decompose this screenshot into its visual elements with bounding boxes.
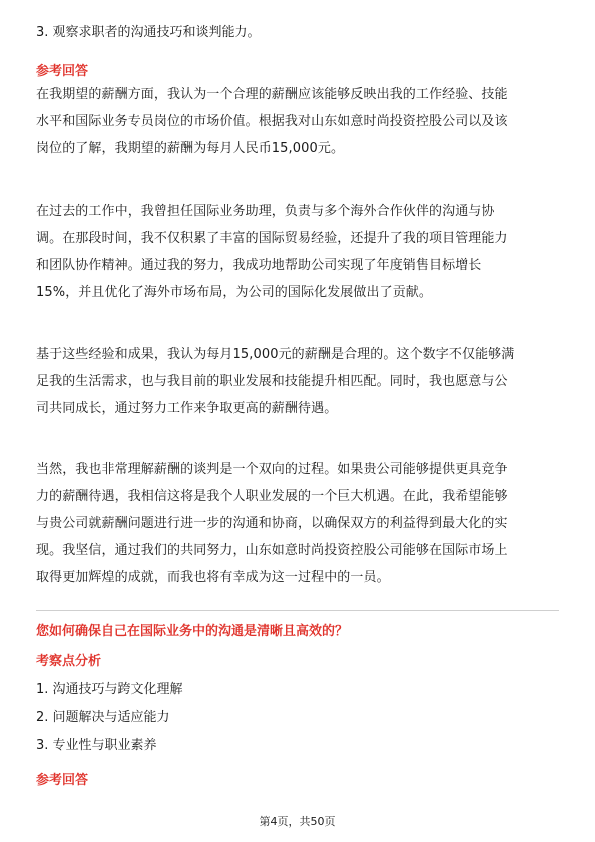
section-divider <box>36 610 559 611</box>
interview-question: 您如何确保自己在国际业务中的沟通是清晰且高效的？ <box>36 624 349 639</box>
analysis-item-2: 2. 问题解决与适应能力 <box>36 710 170 725</box>
analysis-item-1: 1. 沟通技巧与跨文化理解 <box>36 682 183 697</box>
paragraph-line: 15%，并且优化了海外市场布局，为公司的国际化发展做出了贡献。 <box>36 285 432 300</box>
analysis-label: 考察点分析 <box>36 654 102 669</box>
answer-paragraph-3 <box>36 341 559 422</box>
paragraph-line: 在过去的工作中，我曾担任国际业务助理，负责与多个海外合作伙伴的沟通与协 <box>36 204 495 219</box>
paragraph-line: 调。在那段时间，我不仅积累了丰富的国际贸易经验，还提升了我的项目管理能力 <box>36 231 508 246</box>
paragraph-line: 基于这些经验和成果，我认为每月15,000元的薪酬是合理的。这个数字不仅能够满 <box>36 347 515 362</box>
evaluation-point-3: 3. 观察求职者的沟通技巧和谈判能力。 <box>36 25 261 40</box>
paragraph-line: 和团队协作精神。通过我的努力，我成功地帮助公司实现了年度销售目标增长 <box>36 258 482 273</box>
paragraph-line: 足我的生活需求，也与我目前的职业发展和技能提升相匹配。同时，我也愿意与公 <box>36 374 508 389</box>
paragraph-line: 在我期望的薪酬方面，我认为一个合理的薪酬应该能够反映出我的工作经验、技能 <box>36 87 508 102</box>
page-number: 第4页，共50页 <box>259 815 336 828</box>
answer-paragraph-2 <box>36 198 559 306</box>
paragraph-line: 力的薪酬待遇，我相信这将是我个人职业发展的一个巨大机遇。在此，我希望能够 <box>36 489 508 504</box>
paragraph-line: 与贵公司就薪酬问题进行进一步的沟通和协商，以确保双方的利益得到最大化的实 <box>36 516 508 531</box>
reference-answer-label: 参考回答 <box>36 64 89 79</box>
answer-paragraph-4 <box>36 456 559 591</box>
answer-paragraph-1 <box>36 81 559 162</box>
paragraph-line: 岗位的了解，我期望的薪酬为每月人民币15,000元。 <box>36 141 345 156</box>
paragraph-line: 取得更加辉煌的成就，而我也将有幸成为这一过程中的一员。 <box>36 570 390 585</box>
paragraph-line: 现。我坚信，通过我们的共同努力，山东如意时尚投资控股公司能够在国际市场上 <box>36 543 508 558</box>
paragraph-line: 水平和国际业务专员岗位的市场价值。根据我对山东如意时尚投资控股公司以及该 <box>36 114 508 129</box>
reference-answer-label-2: 参考回答 <box>36 773 89 788</box>
paragraph-line: 司共同成长，通过努力工作来争取更高的薪酬待遇。 <box>36 401 338 416</box>
analysis-item-3: 3. 专业性与职业素养 <box>36 738 157 753</box>
paragraph-line: 当然，我也非常理解薪酬的谈判是一个双向的过程。如果贵公司能够提供更具竞争 <box>36 462 508 477</box>
